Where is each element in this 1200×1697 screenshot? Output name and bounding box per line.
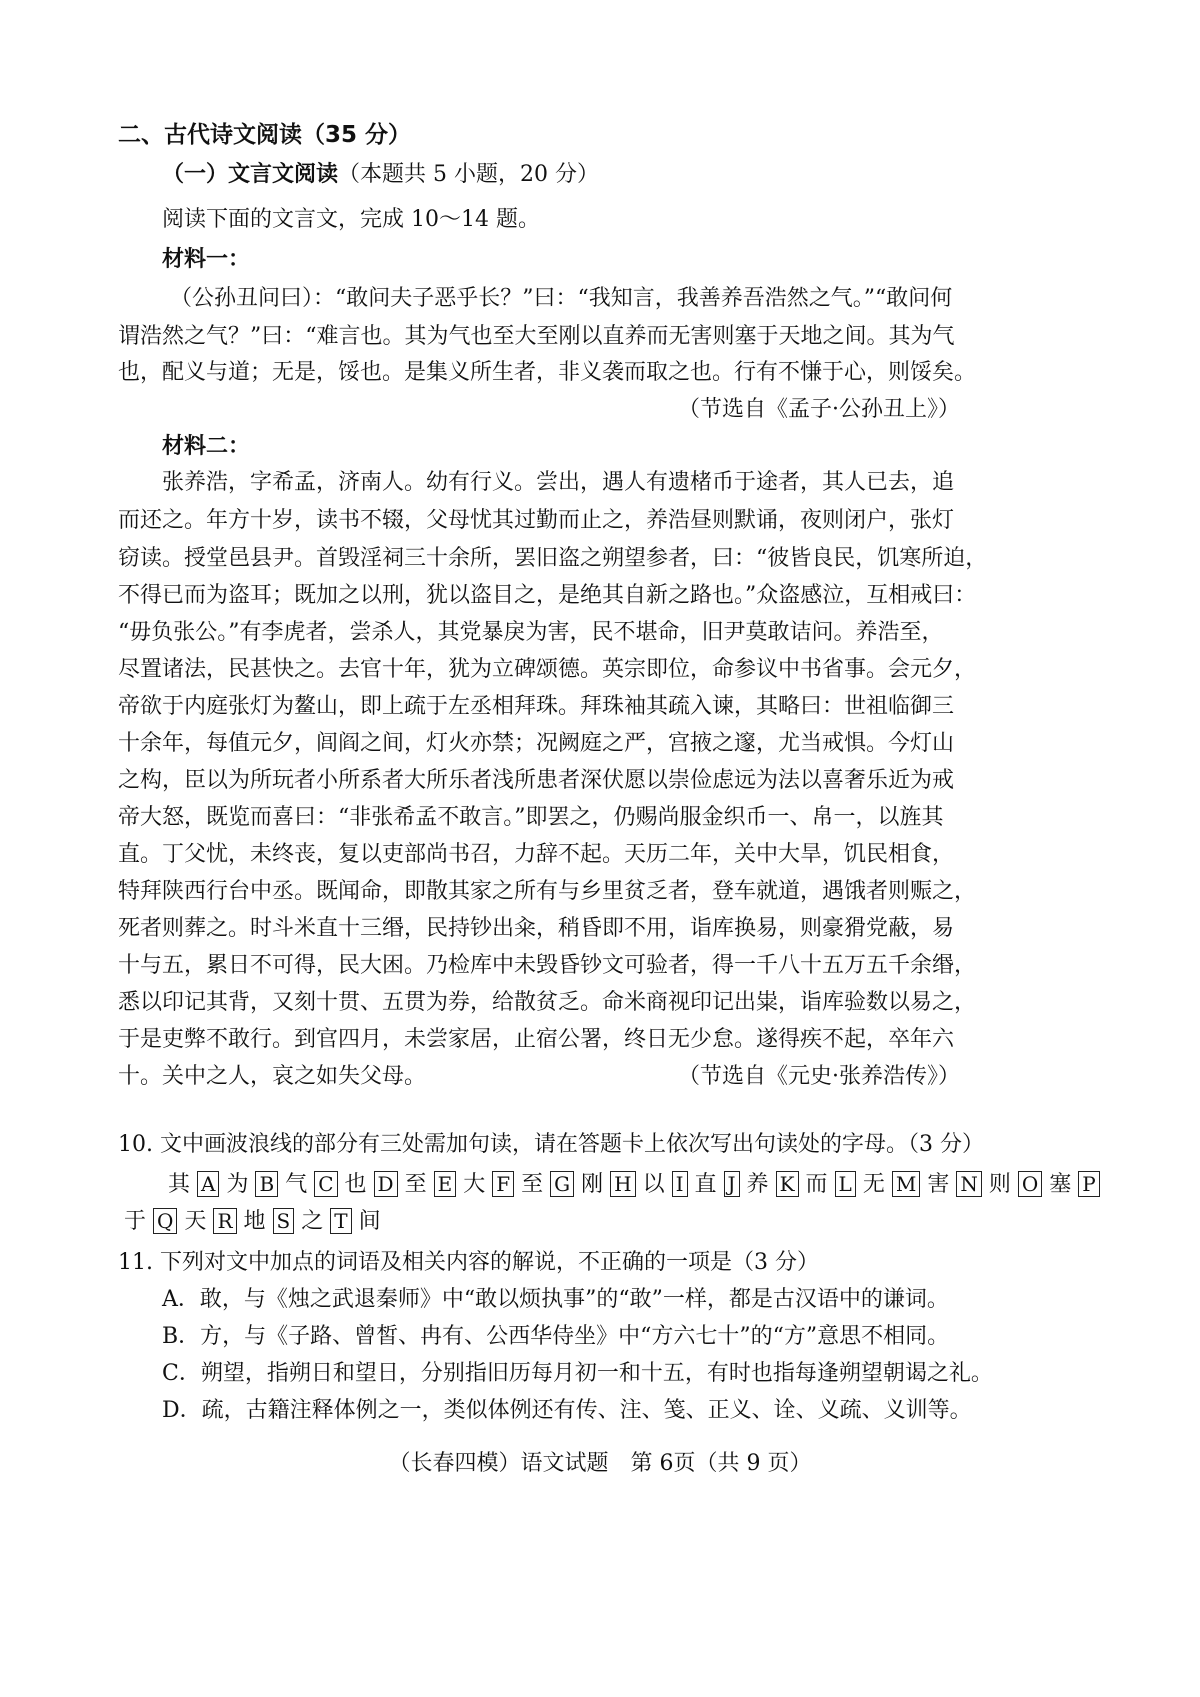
q10-punctuation-row bbox=[162, 1168, 1101, 1202]
material2-line: 帝大怒，既览而喜曰：“非张希孟不敢言。”即罢之，仍赐尚服金织币一、帛一，以旌其 bbox=[118, 805, 944, 830]
material2-line: 而还之。年方十岁，读书不辍，父母忧其过勤而止之，养浩昼则默诵，夜则闭户，张灯 bbox=[118, 508, 955, 533]
q10-stem: 10. 文中画波浪线的部分有三处需加句读，请在答题卡上依次写出句读处的字母。（3 分） bbox=[118, 1132, 984, 1157]
q10-char: 天 bbox=[184, 1209, 207, 1234]
q10-letter-box: D bbox=[374, 1171, 398, 1197]
q10-char: 至 bbox=[404, 1172, 427, 1197]
material2-line: “毋负张公。”有李虎者，尝杀人，其党暴戾为害，民不堪命，旧尹莫敢诘问。养浩至， bbox=[118, 620, 944, 645]
subsection-title: （一）文言文阅读 bbox=[162, 162, 339, 187]
material2-line: 张养浩，字希孟，济南人。幼有行义。尝出，遇人有遗楮币于途者，其人已去，追 bbox=[162, 470, 955, 495]
q10-letter-box: H bbox=[610, 1171, 635, 1197]
q10-letter-box: T bbox=[330, 1208, 351, 1234]
q10-letter-box: K bbox=[776, 1171, 799, 1197]
q10-char: 之 bbox=[301, 1209, 324, 1234]
material2-line: 悉以印记其背，又刻十贯、五贯为券，给散贫乏。命米商视印记出粜，诣库验数以易之， bbox=[118, 990, 977, 1015]
q10-letter-box: Q bbox=[153, 1208, 177, 1234]
q10-letter-box: A bbox=[197, 1171, 219, 1197]
material2-line: 尽置诸法，民甚快之。去官十年，犹为立碑颂德。英宗即位，命参议中书省事。会元夕， bbox=[118, 657, 977, 682]
q10-char: 以 bbox=[642, 1172, 665, 1197]
material2-line: 帝欲于内庭张灯为鳌山，即上疏于左丞相拜珠。拜珠袖其疏入谏，其略曰：世祖临御三 bbox=[118, 694, 955, 719]
q10-char: 而 bbox=[805, 1172, 828, 1197]
q11-option-d: D．疏，古籍注释体例之一，类似体例还有传、注、笺、正义、诠、义疏、义训等。 bbox=[162, 1398, 972, 1423]
material2-line: 于是吏弊不敢行。到官四月，未尝家居，止宿公署，终日无少怠。遂得疾不起，卒年六 bbox=[118, 1027, 955, 1052]
q11-stem: 11. 下列对文中加点的词语及相关内容的解说，不正确的一项是（3 分） bbox=[118, 1250, 819, 1275]
q10-letter-box: J bbox=[724, 1171, 740, 1197]
q10-char: 大 bbox=[463, 1172, 486, 1197]
q10-letter-box: S bbox=[273, 1208, 295, 1234]
q10-char: 间 bbox=[358, 1209, 381, 1234]
q10-letter-box: B bbox=[255, 1171, 278, 1197]
q10-char: 也 bbox=[344, 1172, 367, 1197]
material2-line: 之构，臣以为所玩者小所系者大所乐者浅所患者深伏愿以崇俭虑远为法以喜奢乐近为戒 bbox=[118, 768, 955, 793]
material2-line: 直。丁父忧，未终丧，复以吏部尚书召，力辞不起。天历二年，关中大旱，饥民相食， bbox=[118, 842, 955, 867]
material1-source: （节选自《孟子·公孙丑上》） bbox=[678, 397, 960, 422]
material2-line: 十余年，每值元夕，闾阎之间，灯火亦禁；况阙庭之严，宫掖之邃，尤当戒惧。今灯山 bbox=[118, 731, 955, 756]
q10-char: 养 bbox=[746, 1172, 769, 1197]
q11-option-c: C．朔望，指朔日和望日，分别指旧历每月初一和十五，有时也指每逢朔望朝谒之礼。 bbox=[162, 1361, 993, 1386]
material2-line: 死者则葬之。时斗米直十三缗，民持钞出籴，稍昏即不用，诣库换易，则豪猾党蔽，易 bbox=[118, 916, 955, 941]
material1-line bbox=[118, 320, 955, 354]
q10-letter-box: F bbox=[492, 1171, 514, 1197]
q10-char: 刚 bbox=[581, 1172, 604, 1197]
q10-letter-box: P bbox=[1078, 1171, 1099, 1197]
q10-char: 地 bbox=[243, 1209, 266, 1234]
q10-char: 于 bbox=[124, 1209, 147, 1234]
q10-char: 无 bbox=[862, 1172, 885, 1197]
q10-letter-box: G bbox=[550, 1171, 574, 1197]
material2-line: 窃读。授堂邑县尹。首毁淫祠三十余所，罢旧盗之朔望参者，曰：“彼皆良民，饥寒所迫， bbox=[118, 546, 988, 571]
q10-letter-box: I bbox=[672, 1171, 688, 1197]
q10-punctuation-row bbox=[118, 1205, 387, 1239]
q10-letter-box: E bbox=[434, 1171, 457, 1197]
material1-heading: 材料一： bbox=[162, 247, 251, 272]
material1-line-text: 谓浩然之气？”曰：“难言也。其为气也至大至刚以直养而无害则塞于天地之间。其为气 bbox=[118, 324, 955, 349]
q10-char: 其 bbox=[168, 1172, 191, 1197]
q10-char: 塞 bbox=[1049, 1172, 1072, 1197]
material2-heading: 材料二： bbox=[162, 434, 251, 459]
q10-char: 害 bbox=[927, 1172, 950, 1197]
material2-line: 十。关中之人，哀之如失父母。 bbox=[118, 1064, 427, 1089]
material1-line: 也，配义与道；无是，馁也。是集义所生者，非义袭而取之也。行有不慊于心，则馁矣。 bbox=[118, 360, 977, 385]
q10-char: 至 bbox=[521, 1172, 544, 1197]
q10-char: 则 bbox=[988, 1172, 1011, 1197]
q10-letter-box: M bbox=[892, 1171, 920, 1197]
q10-letter-box: L bbox=[835, 1171, 856, 1197]
q10-letter-box: C bbox=[314, 1171, 337, 1197]
q10-letter-box: O bbox=[1018, 1171, 1042, 1197]
q11-option-b: B．方，与《子路、曾皙、冉有、公西华侍坐》中“方六七十”的“方”意思不相同。 bbox=[162, 1324, 950, 1349]
q11-option-a: A．敢，与《烛之武退秦师》中“敢以烦执事”的“敢”一样，都是古汉语中的谦词。 bbox=[162, 1287, 949, 1312]
q10-char: 为 bbox=[226, 1172, 249, 1197]
section-title: 二、古代诗文阅读（35 分） bbox=[118, 122, 412, 148]
instruction: 阅读下面的文言文，完成 10～14 题。 bbox=[162, 207, 540, 232]
material1-line: （公孙丑问曰）：“敢问夫子恶乎长？”曰：“我知言，我善养吾浩然之气。”“敢问何 bbox=[170, 286, 953, 311]
q10-char: 直 bbox=[694, 1172, 717, 1197]
q10-letter-box: N bbox=[956, 1171, 982, 1197]
material2-line: 十与五，累日不可得，民大困。乃检库中未毁昏钞文可验者，得一千八十五万五千余缗， bbox=[118, 953, 977, 978]
material2-line: 不得已而为盗耳；既加之以刑，犹以盗目之，是绝其自新之路也。”众盗感泣，互相戒曰： bbox=[118, 583, 977, 608]
subsection-note: （本题共 5 小题，20 分） bbox=[338, 162, 599, 187]
q10-letter-box: R bbox=[213, 1208, 236, 1234]
q10-char: 气 bbox=[285, 1172, 308, 1197]
material2-source: （节选自《元史·张养浩传》） bbox=[678, 1064, 960, 1089]
material2-line: 特拜陕西行台中丞。既闻命，即散其家之所有与乡里贫乏者，登车就道，遇饿者则赈之， bbox=[118, 879, 977, 904]
page-footer: （长春四模）语文试题 第 6页（共 9 页） bbox=[388, 1451, 812, 1476]
subsection-heading bbox=[162, 158, 599, 192]
